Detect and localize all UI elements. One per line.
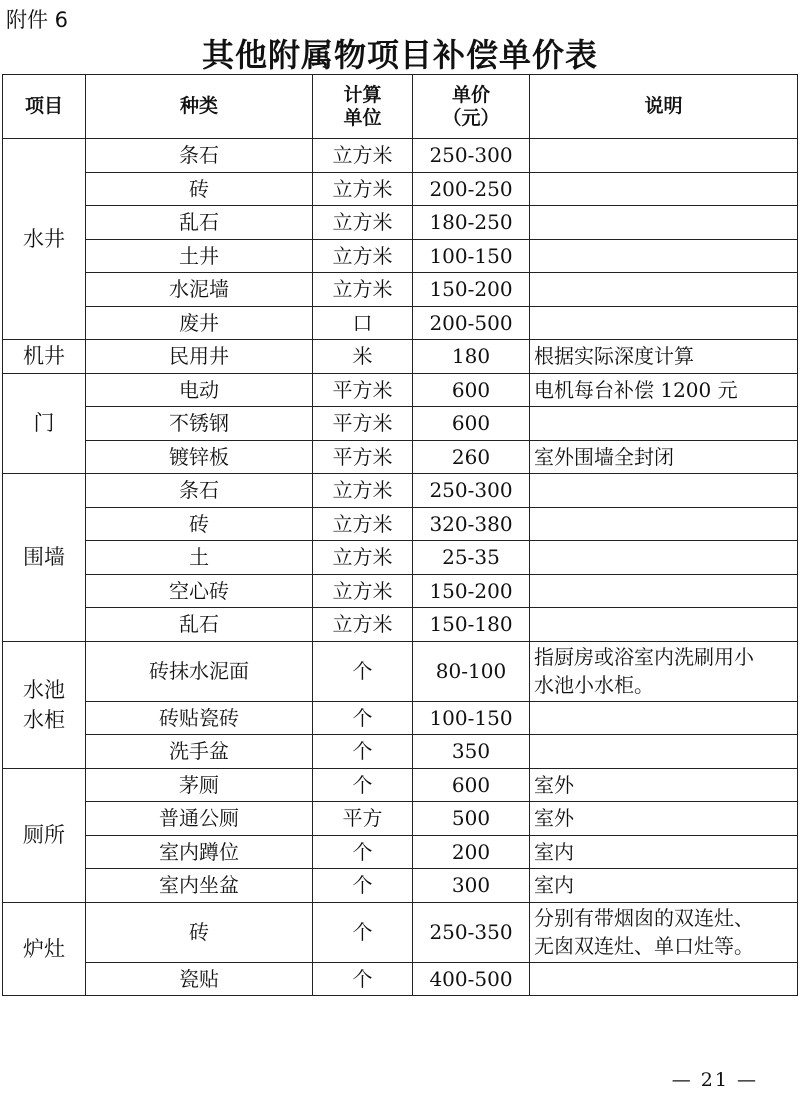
table-row xyxy=(3,206,798,240)
price-cell: 25-35 xyxy=(413,541,530,575)
table-row xyxy=(3,768,798,802)
table-row xyxy=(3,735,798,769)
price-cell: 250-350 xyxy=(413,902,530,962)
table-row xyxy=(3,474,798,508)
note-cell xyxy=(530,507,798,541)
note-cell xyxy=(530,306,798,340)
note-cell xyxy=(530,206,798,240)
header-note: 说明 xyxy=(530,75,798,139)
note-cell xyxy=(530,574,798,608)
attachment-label: 附件 6 xyxy=(6,8,69,32)
compensation-price-table xyxy=(2,74,798,996)
note-cell xyxy=(530,735,798,769)
note-cell xyxy=(530,239,798,273)
table-row xyxy=(3,541,798,575)
type-cell: 茅厕 xyxy=(86,768,313,802)
unit-cell: 立方米 xyxy=(313,239,413,273)
note-cell: 根据实际深度计算 xyxy=(530,340,798,374)
item-cell: 厕所 xyxy=(3,768,86,902)
price-cell: 100-150 xyxy=(413,239,530,273)
unit-cell: 个 xyxy=(313,735,413,769)
unit-cell: 立方米 xyxy=(313,273,413,307)
price-cell: 150-200 xyxy=(413,574,530,608)
header-type: 种类 xyxy=(86,75,313,139)
note-cell xyxy=(530,608,798,642)
table-row xyxy=(3,139,798,173)
table-row xyxy=(3,273,798,307)
unit-cell: 口 xyxy=(313,306,413,340)
type-cell: 水泥墙 xyxy=(86,273,313,307)
price-cell: 150-200 xyxy=(413,273,530,307)
unit-cell: 立方米 xyxy=(313,474,413,508)
type-cell: 洗手盆 xyxy=(86,735,313,769)
type-cell: 砖抹水泥面 xyxy=(86,641,313,701)
type-cell: 瓷贴 xyxy=(86,962,313,996)
item-cell: 炉灶 xyxy=(3,902,86,996)
unit-cell: 个 xyxy=(313,902,413,962)
price-cell: 200-500 xyxy=(413,306,530,340)
note-cell: 电机每台补偿 1200 元 xyxy=(530,373,798,407)
unit-cell: 立方米 xyxy=(313,172,413,206)
table-row xyxy=(3,962,798,996)
type-cell: 空心砖 xyxy=(86,574,313,608)
table-row xyxy=(3,641,798,701)
unit-cell: 个 xyxy=(313,835,413,869)
type-cell: 砖 xyxy=(86,902,313,962)
note-cell: 分别有带烟囱的双连灶、 无囱双连灶、单口灶等。 xyxy=(530,902,798,962)
note-cell: 室内 xyxy=(530,835,798,869)
price-cell: 200-250 xyxy=(413,172,530,206)
type-cell: 室内坐盆 xyxy=(86,869,313,903)
unit-cell: 平方米 xyxy=(313,373,413,407)
header-item: 项目 xyxy=(3,75,86,139)
price-cell: 100-150 xyxy=(413,701,530,735)
item-cell: 门 xyxy=(3,373,86,474)
table-row xyxy=(3,340,798,374)
unit-cell: 立方米 xyxy=(313,139,413,173)
note-cell xyxy=(530,962,798,996)
type-cell: 电动 xyxy=(86,373,313,407)
unit-cell: 平方米 xyxy=(313,440,413,474)
unit-cell: 个 xyxy=(313,869,413,903)
unit-cell: 立方米 xyxy=(313,608,413,642)
item-cell: 水池 水柜 xyxy=(3,641,86,768)
note-cell xyxy=(530,541,798,575)
table-row xyxy=(3,373,798,407)
table-row xyxy=(3,507,798,541)
table-row xyxy=(3,701,798,735)
type-cell: 室内蹲位 xyxy=(86,835,313,869)
price-cell: 600 xyxy=(413,768,530,802)
type-cell: 砖 xyxy=(86,507,313,541)
note-cell xyxy=(530,172,798,206)
table-row xyxy=(3,306,798,340)
note-cell: 室外围墙全封闭 xyxy=(530,440,798,474)
table-row xyxy=(3,172,798,206)
page-number: — 21 — xyxy=(671,1069,758,1091)
note-cell: 室内 xyxy=(530,869,798,903)
price-cell: 250-300 xyxy=(413,474,530,508)
table-row xyxy=(3,835,798,869)
type-cell: 乱石 xyxy=(86,608,313,642)
type-cell: 条石 xyxy=(86,474,313,508)
unit-cell: 个 xyxy=(313,641,413,701)
price-cell: 80-100 xyxy=(413,641,530,701)
type-cell: 砖贴瓷砖 xyxy=(86,701,313,735)
note-cell: 室外 xyxy=(530,802,798,836)
header-unit: 计算 单位 xyxy=(313,75,413,139)
price-cell: 500 xyxy=(413,802,530,836)
type-cell: 镀锌板 xyxy=(86,440,313,474)
price-cell: 200 xyxy=(413,835,530,869)
table-row xyxy=(3,407,798,441)
note-cell xyxy=(530,273,798,307)
unit-cell: 立方米 xyxy=(313,206,413,240)
price-cell: 300 xyxy=(413,869,530,903)
unit-cell: 平方米 xyxy=(313,407,413,441)
table-row xyxy=(3,608,798,642)
unit-cell: 立方米 xyxy=(313,507,413,541)
header-price: 单价 （元） xyxy=(413,75,530,139)
item-cell: 水井 xyxy=(3,139,86,340)
price-cell: 400-500 xyxy=(413,962,530,996)
price-cell: 350 xyxy=(413,735,530,769)
price-cell: 150-180 xyxy=(413,608,530,642)
unit-cell: 平方 xyxy=(313,802,413,836)
price-cell: 600 xyxy=(413,373,530,407)
note-cell: 室外 xyxy=(530,768,798,802)
price-cell: 600 xyxy=(413,407,530,441)
note-cell xyxy=(530,701,798,735)
unit-cell: 立方米 xyxy=(313,574,413,608)
price-cell: 250-300 xyxy=(413,139,530,173)
page-title: 其他附属物项目补偿单价表 xyxy=(201,36,598,74)
note-cell xyxy=(530,407,798,441)
table-header-row xyxy=(3,75,798,139)
type-cell: 废井 xyxy=(86,306,313,340)
price-cell: 260 xyxy=(413,440,530,474)
price-cell: 180-250 xyxy=(413,206,530,240)
item-cell: 机井 xyxy=(3,340,86,374)
type-cell: 民用井 xyxy=(86,340,313,374)
unit-cell: 米 xyxy=(313,340,413,374)
unit-cell: 立方米 xyxy=(313,541,413,575)
table-row xyxy=(3,802,798,836)
note-cell xyxy=(530,139,798,173)
type-cell: 土 xyxy=(86,541,313,575)
price-cell: 320-380 xyxy=(413,507,530,541)
table-row xyxy=(3,902,798,962)
table-row xyxy=(3,440,798,474)
note-cell xyxy=(530,474,798,508)
table-row xyxy=(3,869,798,903)
unit-cell: 个 xyxy=(313,701,413,735)
type-cell: 乱石 xyxy=(86,206,313,240)
type-cell: 砖 xyxy=(86,172,313,206)
note-cell: 指厨房或浴室内洗刷用小 水池小水柜。 xyxy=(530,641,798,701)
type-cell: 土井 xyxy=(86,239,313,273)
price-cell: 180 xyxy=(413,340,530,374)
type-cell: 普通公厕 xyxy=(86,802,313,836)
table-row xyxy=(3,239,798,273)
item-cell: 围墙 xyxy=(3,474,86,642)
type-cell: 条石 xyxy=(86,139,313,173)
unit-cell: 个 xyxy=(313,962,413,996)
type-cell: 不锈钢 xyxy=(86,407,313,441)
unit-cell: 个 xyxy=(313,768,413,802)
table-row xyxy=(3,574,798,608)
